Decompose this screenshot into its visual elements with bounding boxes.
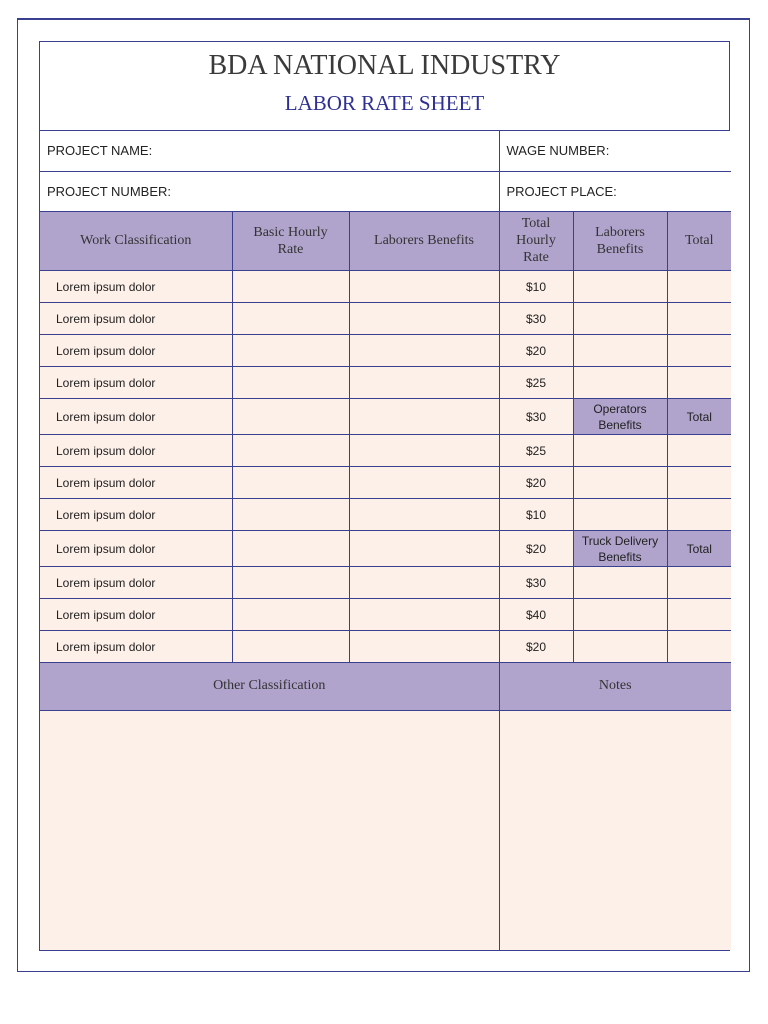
- row-classification: Lorem ipsum dolor: [40, 531, 232, 567]
- rate-table: [40, 212, 731, 664]
- row-laborers-benefits[interactable]: [349, 567, 499, 599]
- table-row: [40, 335, 731, 367]
- table-row: [40, 271, 731, 303]
- row-total-rate: $20: [499, 335, 573, 367]
- row-total-rate: $20: [499, 531, 573, 567]
- project-name-field[interactable]: PROJECT NAME:: [40, 131, 499, 171]
- footer-table: [40, 663, 731, 950]
- info-table: [40, 131, 731, 212]
- row-total[interactable]: [667, 335, 731, 367]
- row-classification: Lorem ipsum dolor: [40, 467, 232, 499]
- row-total[interactable]: [667, 499, 731, 531]
- operators-total-header: Total: [667, 399, 731, 435]
- table-row: [40, 531, 731, 567]
- row-classification: Lorem ipsum dolor: [40, 303, 232, 335]
- row-total[interactable]: [667, 303, 731, 335]
- row-total[interactable]: [667, 599, 731, 631]
- sheet-header: [40, 42, 729, 131]
- row-laborers-benefits[interactable]: [349, 499, 499, 531]
- row-classification: Lorem ipsum dolor: [40, 399, 232, 435]
- table-row: [40, 499, 731, 531]
- row-laborers-benefits[interactable]: [349, 367, 499, 399]
- row-basic-rate[interactable]: [232, 303, 349, 335]
- row-laborers-benefits[interactable]: [349, 599, 499, 631]
- row-laborers-benefits[interactable]: [349, 303, 499, 335]
- row-total[interactable]: [667, 467, 731, 499]
- truck-total-header: Total: [667, 531, 731, 567]
- row-laborers-benefits[interactable]: [349, 531, 499, 567]
- col-laborers-benefits-2: Laborers Benefits: [573, 212, 667, 271]
- row-total-rate: $10: [499, 499, 573, 531]
- row-basic-rate[interactable]: [232, 335, 349, 367]
- row-total-rate: $30: [499, 399, 573, 435]
- row-total[interactable]: [667, 367, 731, 399]
- row-benefits[interactable]: [573, 631, 667, 663]
- table-row: [40, 567, 731, 599]
- row-benefits[interactable]: [573, 303, 667, 335]
- row-laborers-benefits[interactable]: [349, 271, 499, 303]
- row-basic-rate[interactable]: [232, 467, 349, 499]
- row-benefits[interactable]: [573, 567, 667, 599]
- row-classification: Lorem ipsum dolor: [40, 435, 232, 467]
- row-benefits[interactable]: [573, 499, 667, 531]
- row-basic-rate[interactable]: [232, 567, 349, 599]
- table-row: [40, 367, 731, 399]
- row-basic-rate[interactable]: [232, 435, 349, 467]
- row-total-rate: $30: [499, 567, 573, 599]
- row-benefits[interactable]: [573, 435, 667, 467]
- row-benefits[interactable]: [573, 467, 667, 499]
- row-classification: Lorem ipsum dolor: [40, 499, 232, 531]
- row-laborers-benefits[interactable]: [349, 435, 499, 467]
- row-total-rate: $10: [499, 271, 573, 303]
- other-classification-header: Other Classification: [40, 663, 499, 710]
- table-row: [40, 303, 731, 335]
- notes-header: Notes: [499, 663, 731, 710]
- row-classification: Lorem ipsum dolor: [40, 335, 232, 367]
- row-basic-rate[interactable]: [232, 499, 349, 531]
- row-total[interactable]: [667, 631, 731, 663]
- table-row: [40, 435, 731, 467]
- row-benefits[interactable]: [573, 335, 667, 367]
- row-laborers-benefits[interactable]: [349, 335, 499, 367]
- row-classification: Lorem ipsum dolor: [40, 271, 232, 303]
- table-row: [40, 399, 731, 435]
- wage-number-field[interactable]: WAGE NUMBER:: [499, 131, 731, 171]
- col-work-classification: Work Classification: [40, 212, 232, 271]
- sheet-title: LABOR RATE SHEET: [284, 91, 485, 115]
- row-basic-rate[interactable]: [232, 271, 349, 303]
- notes-area[interactable]: [499, 710, 731, 950]
- row-total-rate: $20: [499, 467, 573, 499]
- row-benefits[interactable]: [573, 599, 667, 631]
- table-row: [40, 599, 731, 631]
- row-total[interactable]: [667, 567, 731, 599]
- labor-rate-sheet: [39, 41, 730, 951]
- table-row: [40, 631, 731, 663]
- row-total-rate: $25: [499, 367, 573, 399]
- row-laborers-benefits[interactable]: [349, 399, 499, 435]
- other-classification-area[interactable]: [40, 710, 499, 950]
- project-number-field[interactable]: PROJECT NUMBER:: [40, 171, 499, 211]
- row-basic-rate[interactable]: [232, 599, 349, 631]
- row-total-rate: $30: [499, 303, 573, 335]
- col-laborers-benefits: Laborers Benefits: [349, 212, 499, 271]
- row-basic-rate[interactable]: [232, 399, 349, 435]
- row-laborers-benefits[interactable]: [349, 467, 499, 499]
- row-total-rate: $40: [499, 599, 573, 631]
- row-benefits[interactable]: [573, 271, 667, 303]
- row-total-rate: $20: [499, 631, 573, 663]
- row-basic-rate[interactable]: [232, 367, 349, 399]
- row-classification: Lorem ipsum dolor: [40, 567, 232, 599]
- operators-benefits-header: Operators Benefits: [573, 399, 667, 435]
- project-place-field[interactable]: PROJECT PLACE:: [499, 171, 731, 211]
- row-benefits[interactable]: [573, 367, 667, 399]
- col-total: Total: [667, 212, 731, 271]
- col-basic-hourly-rate: Basic Hourly Rate: [232, 212, 349, 271]
- row-classification: Lorem ipsum dolor: [40, 599, 232, 631]
- row-total-rate: $25: [499, 435, 573, 467]
- row-classification: Lorem ipsum dolor: [40, 631, 232, 663]
- col-total-hourly-rate: Total Hourly Rate: [499, 212, 573, 271]
- row-basic-rate[interactable]: [232, 631, 349, 663]
- row-total[interactable]: [667, 435, 731, 467]
- company-name: BDA NATIONAL INDUSTRY: [208, 50, 561, 81]
- row-total[interactable]: [667, 271, 731, 303]
- table-row: [40, 467, 731, 499]
- row-classification: Lorem ipsum dolor: [40, 367, 232, 399]
- row-laborers-benefits[interactable]: [349, 631, 499, 663]
- truck-delivery-benefits-header: Truck Delivery Benefits: [573, 531, 667, 567]
- row-basic-rate[interactable]: [232, 531, 349, 567]
